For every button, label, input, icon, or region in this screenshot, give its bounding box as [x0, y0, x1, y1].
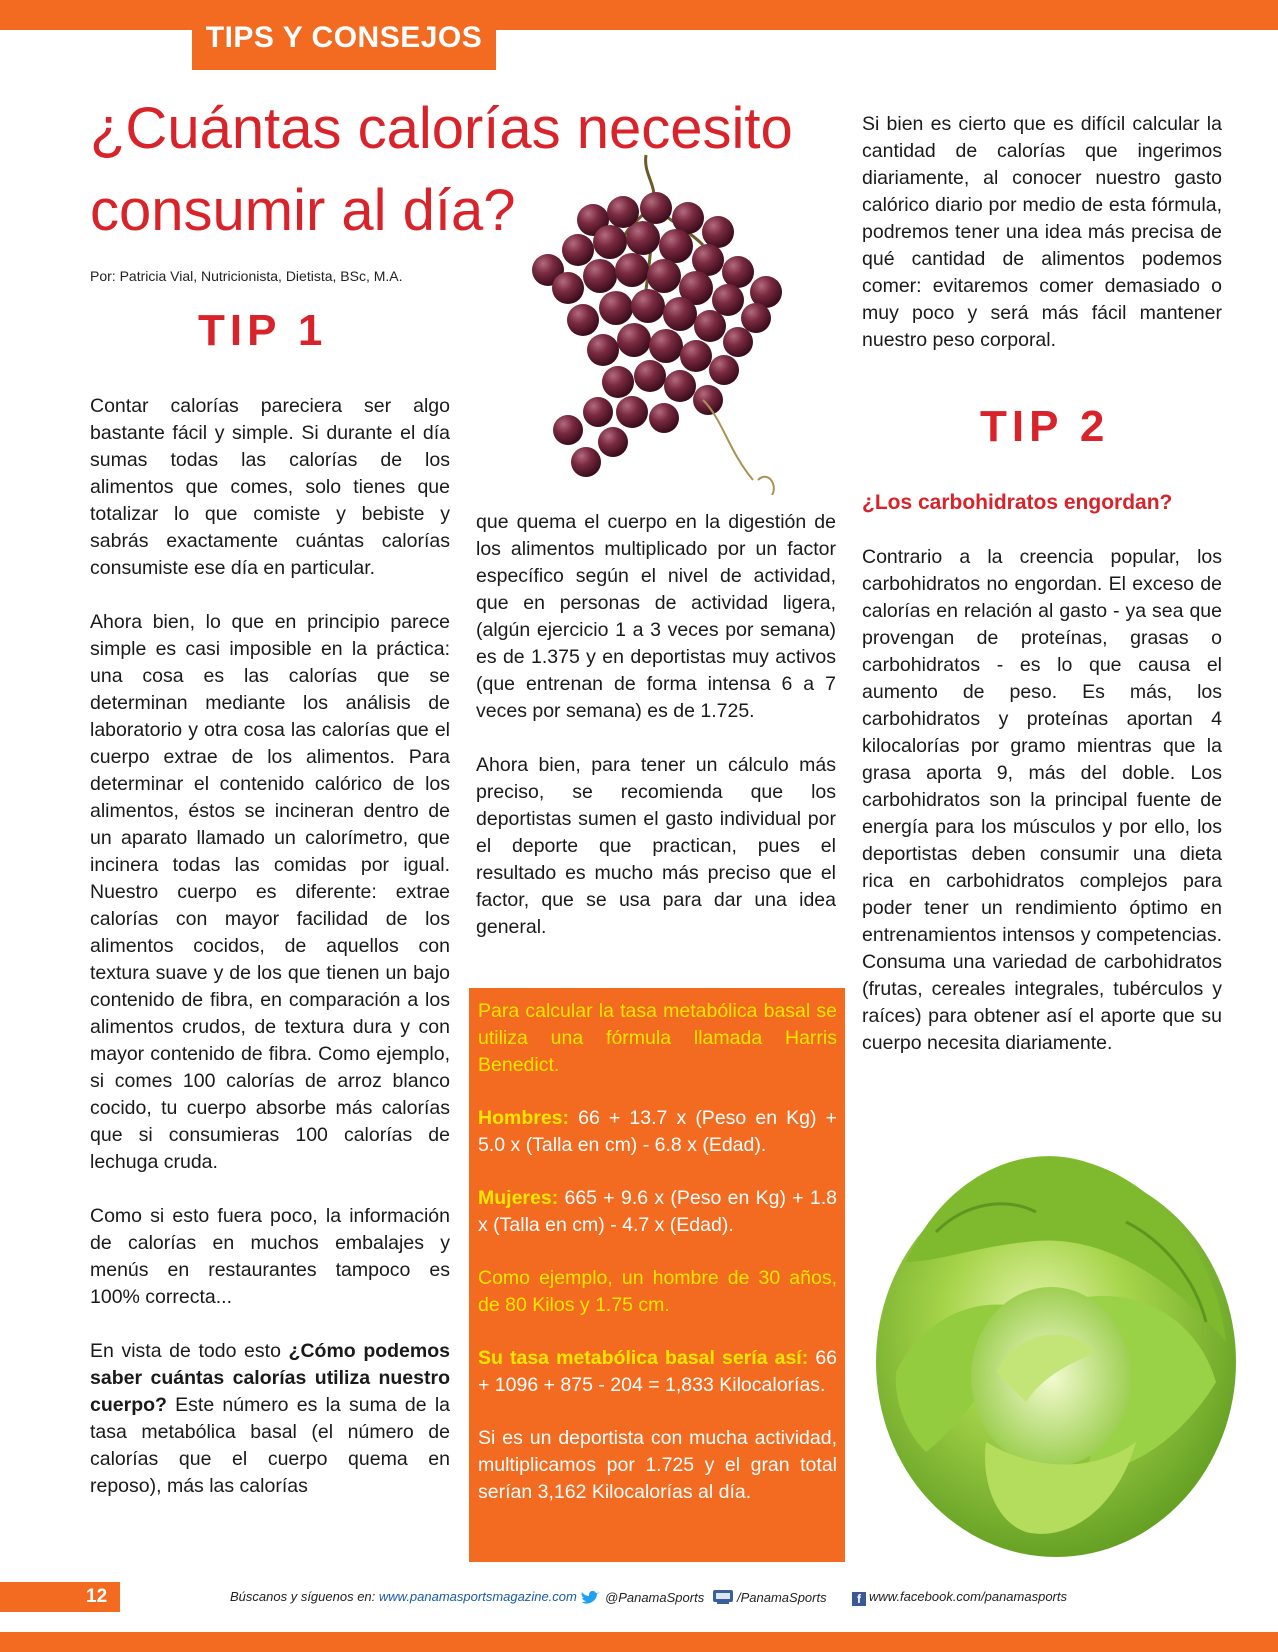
box-women-text: 665 + 9.6 x (Peso en Kg) + 1.8 x (Talla en cm) - 4.7 x (Edad).: [478, 1187, 837, 1236]
box-men-formula: [478, 1105, 837, 1159]
formula-box: [469, 988, 845, 1562]
col3-paragraph-2: Contrario a la creencia popular, los carbohidratos no engordan. El exceso de calorías en relación al gasto - ya sea que provengan de proteínas, grasas o carbohidratos - es lo que causa el aumento de peso. Es más, los carbohidratos y proteínas aportan 4 kilocalorías por gramo mientras que la grasa aporta 9, más del doble. Los carbohidratos son la principal fuente de energía para los músculos y por ello, los deportistas deben consumir una dieta rica en carbohidratos complejos para poder tener un rendimiento óptimo en entrenamientos intensos y competencias. Consuma una variedad de carbohidratos (frutas, cereales integrales, tubérculos y raíces) para obtener así el aporte que su cuerpo necesita diariamente.: [862, 546, 1222, 1054]
footer-website-link[interactable]: www.panamasportsmagazine.com: [378, 1589, 577, 1604]
grapes-image: [528, 150, 818, 495]
box-men-label: Hombres:: [478, 1107, 570, 1129]
bottom-accent-bar: [0, 1632, 1278, 1652]
box-example: Como ejemplo, un hombre de 30 años, de 80 Kilos y 1.75 cm.: [478, 1267, 837, 1316]
page-number: 12: [0, 1582, 120, 1612]
col2-paragraph-2: Ahora bien, para tener un cálculo más preciso, se recomienda que los deportistas sumen el gasto individual por el deporte que practican, pues el resultado es mucho más preciso que el factor, que se usa para dar una idea general.: [476, 754, 836, 938]
carbs-question-heading: ¿Los carbohidratos engordan?: [862, 491, 1173, 514]
youtube-handle: /PanamaSports: [737, 1590, 827, 1605]
box-result: [478, 1345, 837, 1399]
col1-p4-post: Este número es la suma de la tasa metabólica basal (el número de calorías que el cuerpo quema en reposo), más las calorías: [90, 1394, 450, 1497]
box-athlete: Si es un deportista con mucha actividad, multiplicamos por 1.725 y el gran total serían 3,162 Kilocalorías al día.: [478, 1427, 837, 1503]
column-2: [476, 509, 836, 968]
col1-paragraph-4: [90, 1338, 450, 1500]
article-title: ¿Cuántas calorías necesito consumir al día?: [90, 96, 793, 243]
facebook-icon: f: [852, 1592, 866, 1606]
box-intro: Para calcular la tasa metabólica basal se utiliza una fórmula llamada Harris Benedict.: [478, 1000, 837, 1076]
footer-facebook[interactable]: [852, 1589, 1067, 1606]
col1-paragraph-3: Como si esto fuera poco, la información de calorías en muchos embalajes y menús en restaurantes tampoco es 100% correcta...: [90, 1205, 450, 1308]
youtube-icon: [712, 1589, 734, 1605]
box-women-formula: [478, 1185, 837, 1239]
footer-twitter[interactable]: [580, 1589, 704, 1605]
col2-paragraph-1: que quema el cuerpo en la digestión de los alimentos multiplicado por un factor específico según el nivel de actividad, que en personas de actividad ligera, (algún ejercicio 1 a 3 veces por semana) es de 1.375 y en deportistas muy activos (que entrenan de forma intensa 6 a 7 veces por semana) es de 1.725.: [476, 511, 836, 722]
box-result-label: Su tasa metabólica basal sería así:: [478, 1347, 809, 1369]
footer-follow-text: Búscanos y síguenos en:: [230, 1589, 379, 1604]
box-women-label: Mujeres:: [478, 1187, 559, 1209]
col3-paragraph-1: Si bien es cierto que es difícil calcular la cantidad de calorías que ingerimos diariamente, al conocer nuestro gasto calórico diario por medio de esta fórmula, podremos tener una idea más precisa de qué cantidad de alimentos podemos comer: evitaremos comer demasiado o muy poco y será más fácil mantener nuestro peso corporal.: [862, 113, 1222, 351]
twitter-handle: @PanamaSports: [605, 1590, 705, 1605]
tip2-heading: TIP 2: [980, 402, 1110, 451]
section-tab: TIPS Y CONSEJOS: [192, 0, 496, 70]
column-3-top: [862, 111, 1222, 381]
twitter-icon: [580, 1589, 602, 1605]
col1-p4-pre: En vista de todo esto: [90, 1340, 289, 1362]
byline: Por: Patricia Vial, Nutricionista, Dietista, BSc, M.A.: [90, 268, 403, 284]
footer-follow: [230, 1589, 577, 1604]
col1-paragraph-2: Ahora bien, lo que en principio parece simple es casi imposible en la práctica: una cosa es las calorías que se determinan mediante los análisis de laboratorio y otra cosa las calorías que el cuerpo extrae de los alimentos. Para determinar el contenido calórico de los alimentos, éstos se incineran dentro de un aparato llamado un calorímetro, que incinera todas las comidas por igual. Nuestro cuerpo es diferente: extrae calorías con mayor facilidad de los alimentos cocidos, de aquellos con textura suave y de los que tienen un bajo contenido de fibra, en comparación a los alimentos crudos, de textura dura y con mayor contenido de fibra. Como ejemplo, si comes 100 calorías de arroz blanco cocido, tu cuerpo absorbe más calorías que si consumieras 100 calorías de lechuga cruda.: [90, 611, 450, 1173]
footer-youtube[interactable]: [712, 1589, 827, 1605]
box-men-text: 66 + 13.7 x (Peso en Kg) + 5.0 x (Talla en cm) - 6.8 x (Edad).: [478, 1107, 837, 1156]
col1-p4-bold-question: ¿Cómo podemos saber cuántas calorías utiliza nuestro cuerpo?: [90, 1340, 450, 1416]
col1-paragraph-1: Contar calorías pareciera ser algo bastante fácil y simple. Si durante el día sumas todas las calorías de los alimentos que comes, solo tienes que totalizar lo que comiste y bebiste y sabrás exactamente cuántas calorías consumiste ese día en particular.: [90, 395, 450, 579]
box-result-text: 66 + 1096 + 875 - 204 = 1,833 Kilocalorías.: [478, 1347, 838, 1396]
tip1-heading: TIP 1: [198, 306, 328, 355]
column-3-bottom: [862, 544, 1222, 1084]
facebook-url: www.facebook.com/panamasports: [869, 1589, 1067, 1604]
lettuce-image: [866, 1112, 1256, 1572]
column-1: [90, 393, 450, 1527]
